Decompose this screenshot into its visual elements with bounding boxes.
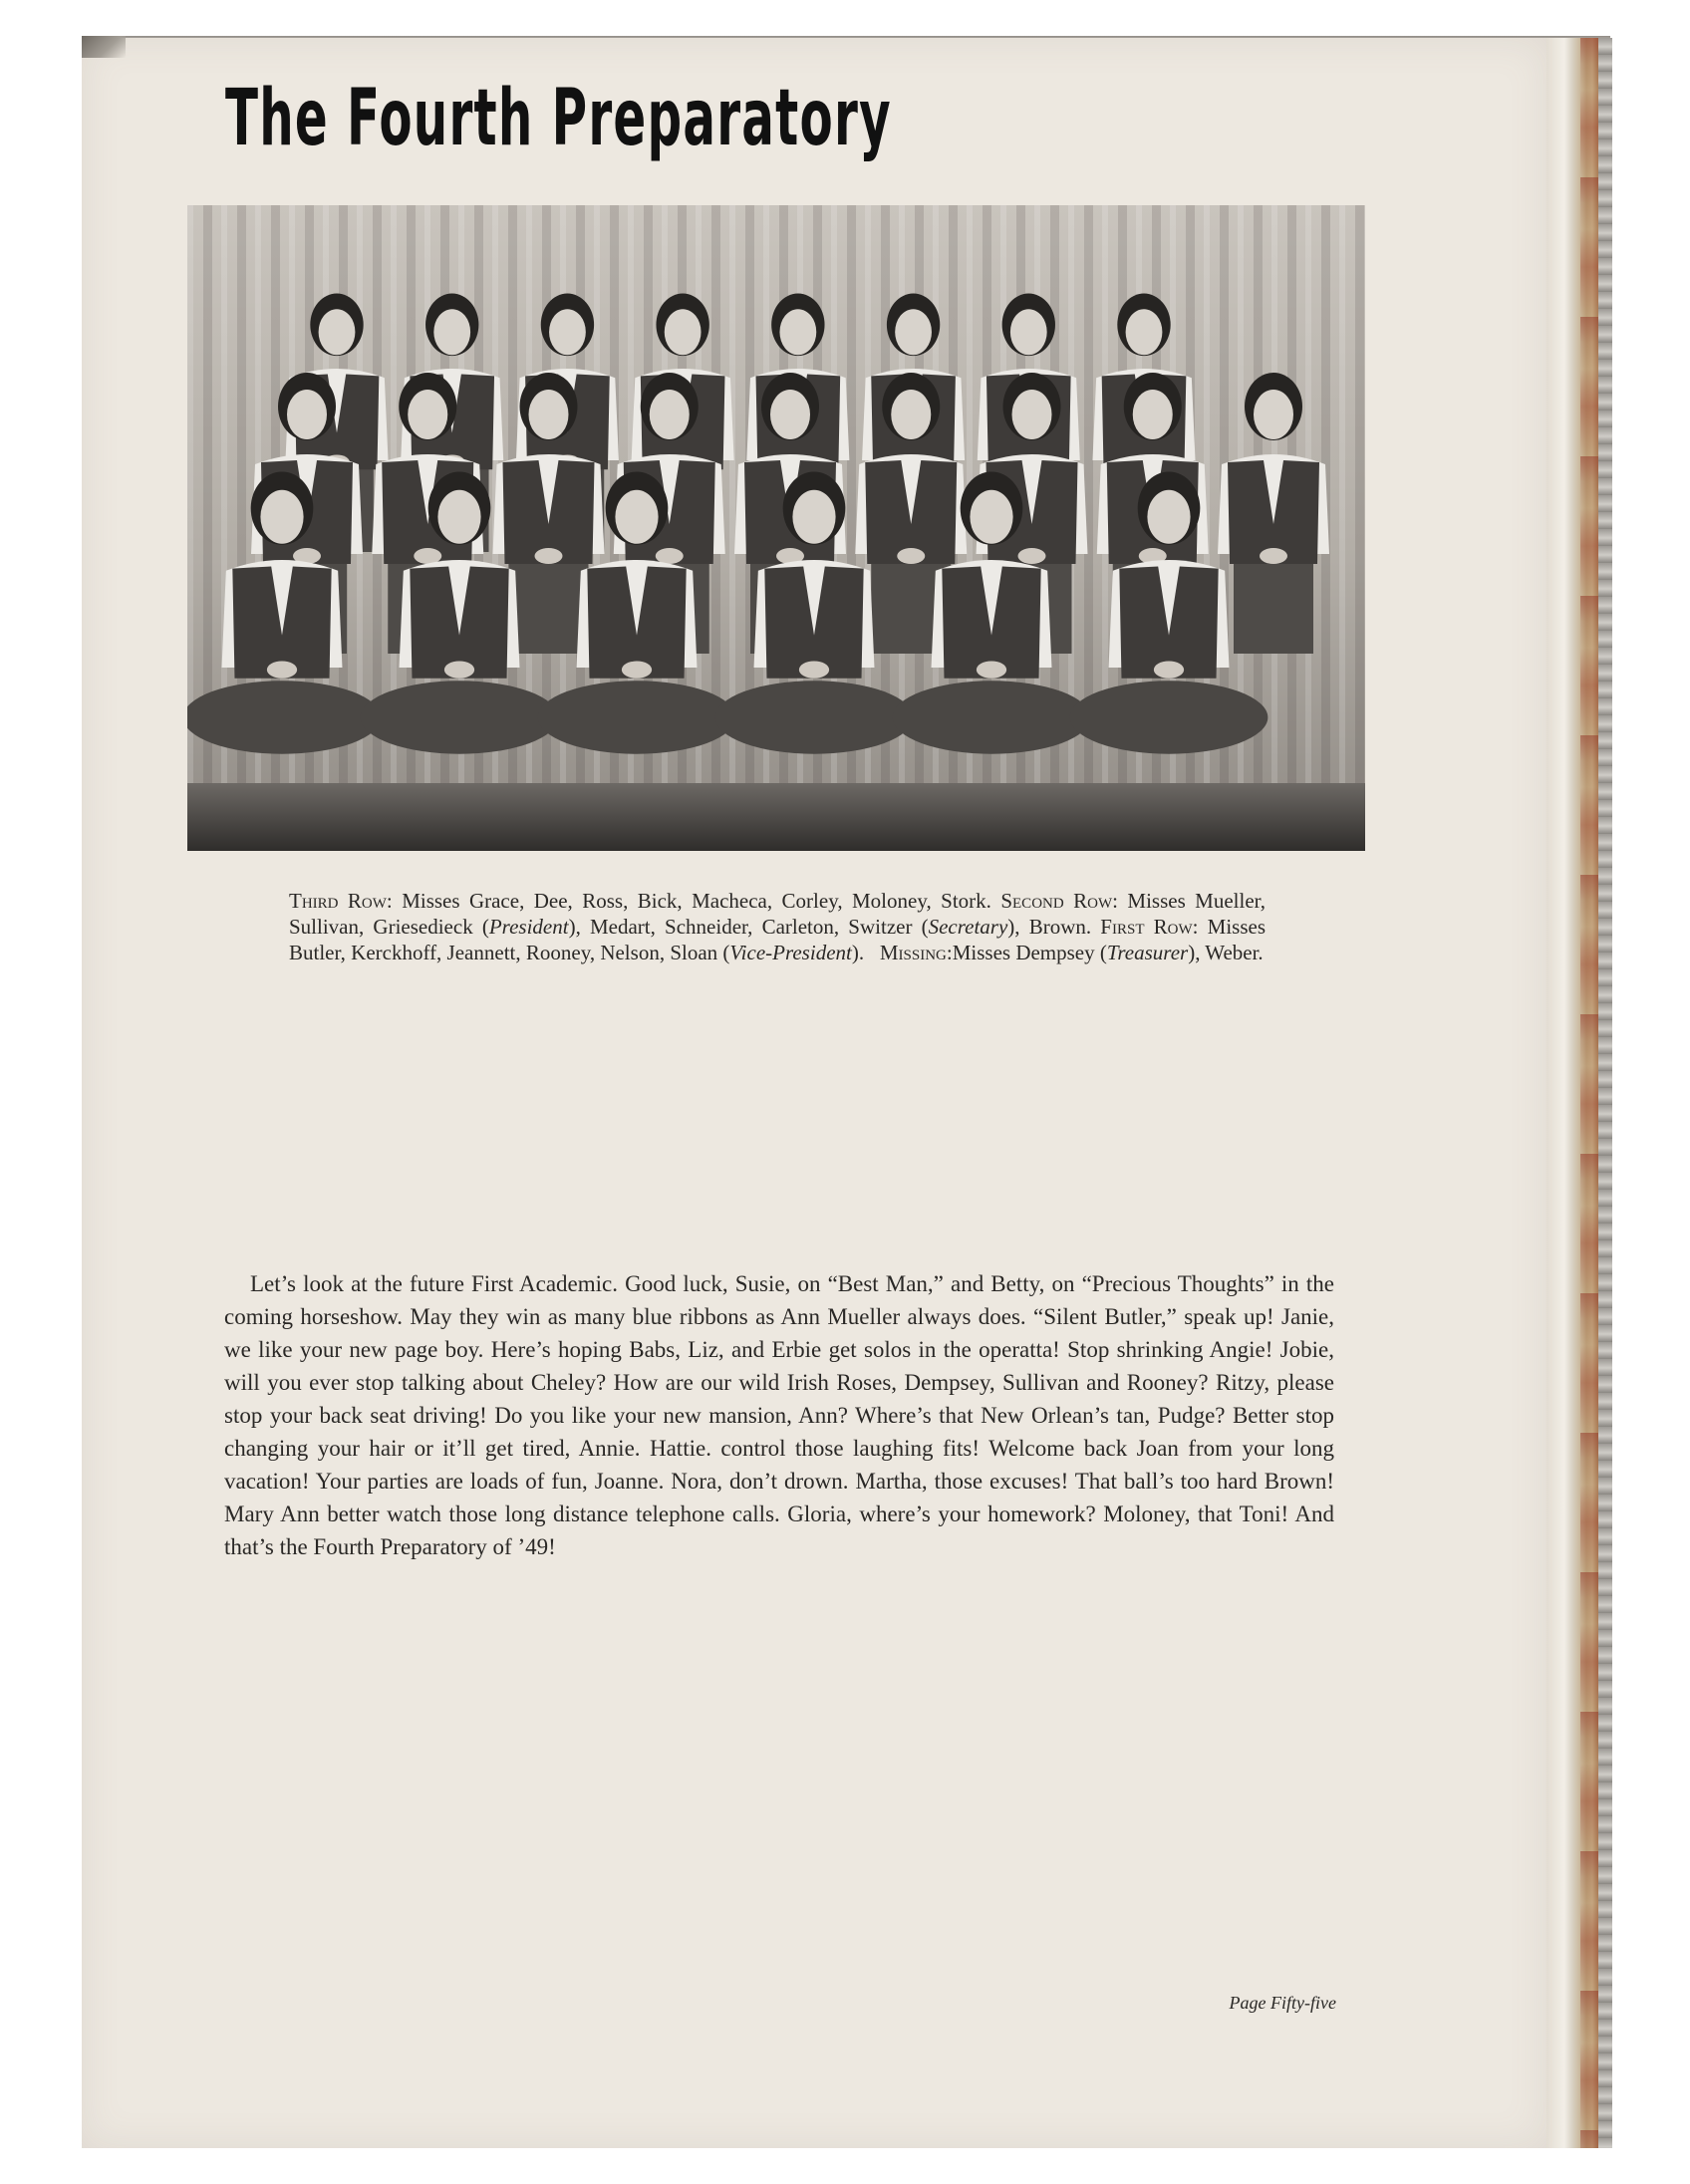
page-corner-curl — [82, 36, 126, 58]
caption-first-row-names-1: Misses Butler, Kerckhoff, Jeannett, Rooney, Nelson, Sloan — [289, 915, 1267, 964]
binding-marbled-edge — [1580, 38, 1598, 2148]
page-number: Page Fifty-five — [1229, 1993, 1336, 2013]
caption-second-row-label: Second Row: — [1000, 889, 1118, 913]
caption-missing-label: Missing: — [879, 941, 953, 964]
caption-role-president: President — [488, 915, 569, 939]
group-photo-image — [187, 205, 1365, 851]
caption-third-row-names: Misses Grace, Dee, Ross, Bick, Macheca, Corley, Moloney, Stork. — [402, 889, 991, 913]
caption-first-row-label: First Row: — [1100, 915, 1199, 939]
photo-caption: Third Row: Misses Grace, Dee, Ross, Bick, Macheca, Corley, Moloney, Stork. Second Row: Misses Mueller, Sullivan, Griesedieck (President), Medart, Schneider, Carleton, Switzer (Secretary), Brown. First Row: Misses Butler, Kerckhoff, Jeannett, Rooney, Nelson, Sloan (Vice-President). Missing:Misses Dempsey (Treasurer), Weber. — [289, 889, 1267, 964]
caption-missing-names-1: Misses Dempsey — [952, 941, 1095, 964]
binding-cover-edge — [1598, 38, 1612, 2148]
caption-first-row-names-2: . — [858, 941, 865, 964]
caption-role-treasurer: Treasurer — [1106, 941, 1189, 964]
caption-second-row-names-3: , Brown. — [1014, 915, 1092, 939]
caption-role-secretary: Secretary — [928, 915, 1008, 939]
caption-role-vice-president: Vice-President — [729, 941, 852, 964]
stage-floor — [187, 783, 1365, 851]
class-group-photo — [187, 205, 1365, 851]
caption-third-row-label: Third Row: — [289, 889, 393, 913]
caption-second-row-names-1: Misses Mueller, Sullivan, Griesedieck — [289, 889, 1267, 939]
page-title: The Fourth Preparatory — [225, 74, 892, 163]
caption-second-row-names-2: , Medart, Schneider, Carleton, Switzer — [575, 915, 913, 939]
caption-missing-names-2: , Weber. — [1195, 941, 1264, 964]
class-write-up-paragraph: Let’s look at the future First Academic. Good luck, Susie, on “Best Man,” and Betty, on “Precious Thoughts” in the coming horseshow. May they win as many blue ribbons as Ann Mueller always does. “Silent Butler,” speak up! Janie, we like your new page boy. Here’s hoping Babs, Liz, and Erbie get solos in the operatta! Stop shrinking Angie! Jobie, will you ever stop talking about Cheley? How are our wild Irish Roses, Dempsey, Sullivan and Rooney? Ritzy, please stop your back seat driving! Do you like your new mansion, Ann? Where’s that New Orlean’s tan, Pudge? Better stop changing your hair or it’ll get tired, Annie. Hattie. control those laughing fits! Welcome back Joan from your long vacation! Your parties are loads of fun, Joanne. Nora, don’t drown. Martha, those excuses! That ball’s too hard Brown! Mary Ann better watch those long distance telephone calls. Gloria, where’s your homework? Moloney, that Toni! And that’s the Fourth Preparatory of ’49! — [224, 1271, 1334, 1559]
